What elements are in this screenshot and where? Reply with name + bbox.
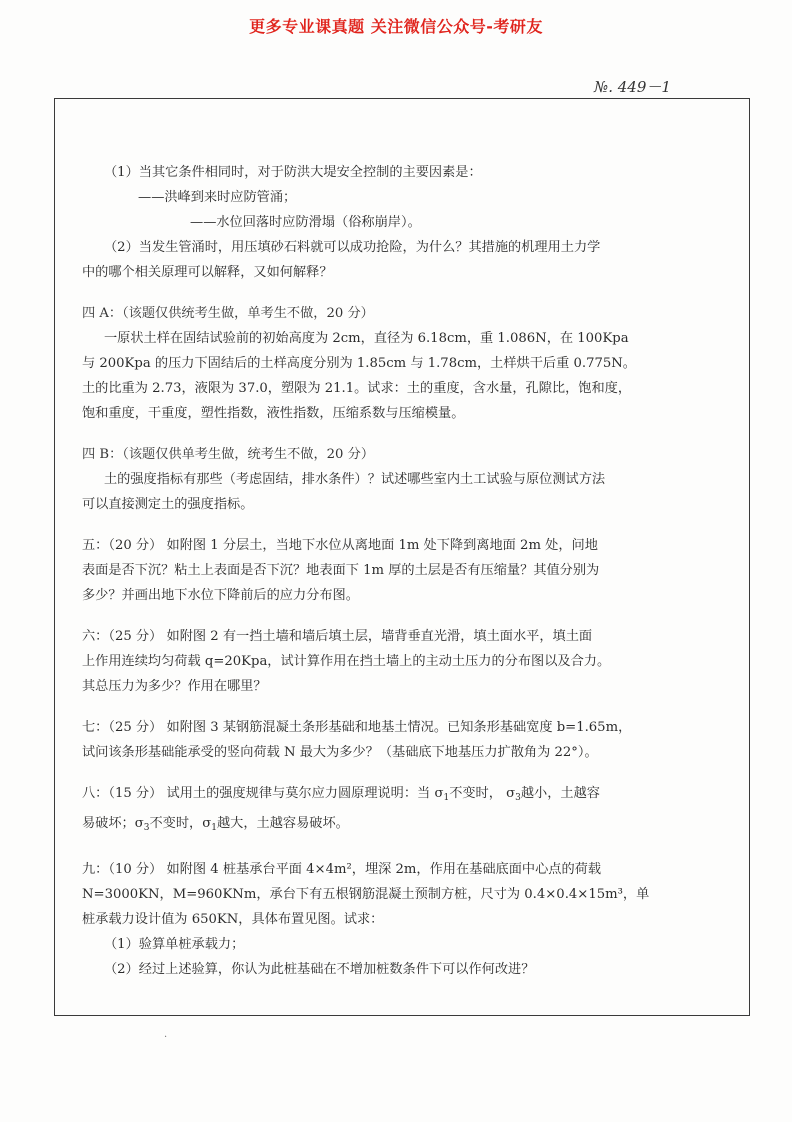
q4a-line4: 饱和重度，干重度，塑性指数，液性指数，压缩系数与压缩模量。 [82, 406, 465, 421]
q8-text-b: 不变时， σ [449, 786, 516, 801]
q7-line2: 试问该条形基础能承受的竖向荷载 N 最大为多少？（基础底下地基压力扩散角为 22°）。 [82, 745, 598, 760]
q6-line3: 其总压力为多少？作用在哪里？ [82, 679, 267, 694]
q4a-title: 四 A：（该题仅供统考生做，单考生不做，20 分） [82, 306, 374, 321]
q8-sub-1b: 1 [211, 823, 217, 833]
q8-text-c: 越小，土越容 [520, 786, 600, 801]
q4-p2-line1: （2）当发生管涌时，用压填砂石料就可以成功抢险，为什么？其措施的机理用土力学 [104, 240, 601, 255]
q8-text-d: 易破坏；σ [82, 816, 144, 831]
q5-line2: 表面是否下沉？粘土上表面是否下沉？地表面下 1m 厚的土层是否有压缩量？其值分别为 [82, 563, 600, 578]
q4-p1-line3: ——水位回落时应防滑塌（俗称崩岸）。 [190, 215, 421, 230]
q5-line3: 多少？并画出地下水位下降前后的应力分布图。 [82, 588, 359, 603]
q4-p2-line2: 中的哪个相关原理可以解释，又如何解释？ [82, 265, 333, 280]
q6-line2: 上作用连续均匀荷载 q=20Kpa，试计算作用在挡土墙上的主动土压力的分布图以及合力。 [82, 654, 611, 669]
q9-line5: （2）经过上述验算，你认为此桩基础在不增加桩数条件下可以作何改进？ [104, 962, 535, 977]
q4a-line1: 一原状土样在固结试验前的初始高度为 2cm，直径为 6.18cm，重 1.086N，在 100Kpa [104, 331, 629, 346]
q8-text-a: 八：（15 分） 试用土的强度规律与莫尔应力圆原理说明：当 σ [82, 786, 444, 801]
q4b-title: 四 B：（该题仅供单考生做，统考生不做，20 分） [82, 447, 375, 462]
q4-p1-line1: （1）当其它条件相同时，对于防洪大堤安全控制的主要因素是： [104, 165, 482, 180]
q8-line2 [82, 811, 722, 841]
q8-sub-3b: 3 [143, 823, 150, 833]
q8-sub-3a: 3 [515, 793, 521, 803]
q4b-line1: 土的强度指标有那些（考虑固结，排水条件）？试述哪些室内土工试验与原位测试方法 [104, 472, 606, 487]
q7-line1: 七：（25 分） 如附图 3 某钢筋混凝土条形基础和地基土情况。已知条形基础宽度 b=1.65m， [82, 720, 632, 735]
q4a-line3: 土的比重为 2.73，液限为 37.0，塑限为 21.1。试求：土的重度，含水量，孔隙比，饱和度， [82, 381, 632, 396]
exam-content [82, 160, 722, 982]
q9-line2: N=3000KN，M=960KNm，承台下有五根钢筋混凝土预制方桩，尺寸为 0.4×0.4×15m³，单 [82, 887, 650, 902]
q4b-line2: 可以直接测定土的强度指标。 [82, 497, 254, 512]
q4a-line2: 与 200Kpa 的压力下固结后的土样高度分别为 1.85cm 与 1.78cm，土样烘干后重 0.775N。 [82, 356, 636, 371]
q8-line1 [82, 781, 722, 811]
page-number: №. 449－1 [594, 78, 671, 96]
q9-line3: 桩承载力设计值为 650KN，具体布置见图。试求： [82, 912, 384, 927]
q5-line1: 五：（20 分） 如附图 1 分层土，当地下水位从离地面 1m 处下降到离地面 2m 处，问地 [82, 538, 598, 553]
scan-speck: · [164, 1032, 168, 1043]
q9-line1: 九：（10 分） 如附图 4 桩基承台平面 4×4m²，埋深 2m，作用在基础底面中心点的荷载 [82, 862, 602, 877]
watermark-banner: 更多专业课真题 关注微信公众号-考研友 [249, 17, 543, 36]
q9-line4: （1）验算单桩承载力； [104, 937, 245, 952]
q8-text-f: 越大，土越容易破坏。 [217, 816, 349, 831]
q8-text-e: 不变时，σ [149, 816, 212, 831]
q8-sub-1a: 1 [443, 793, 450, 803]
q4-p1-line2: ——洪峰到来时应防管涌； [138, 190, 297, 205]
q6-line1: 六：（25 分） 如附图 2 有一挡土墙和墙后填土层，墙背垂直光滑，填土面水平，填土面 [82, 629, 593, 644]
